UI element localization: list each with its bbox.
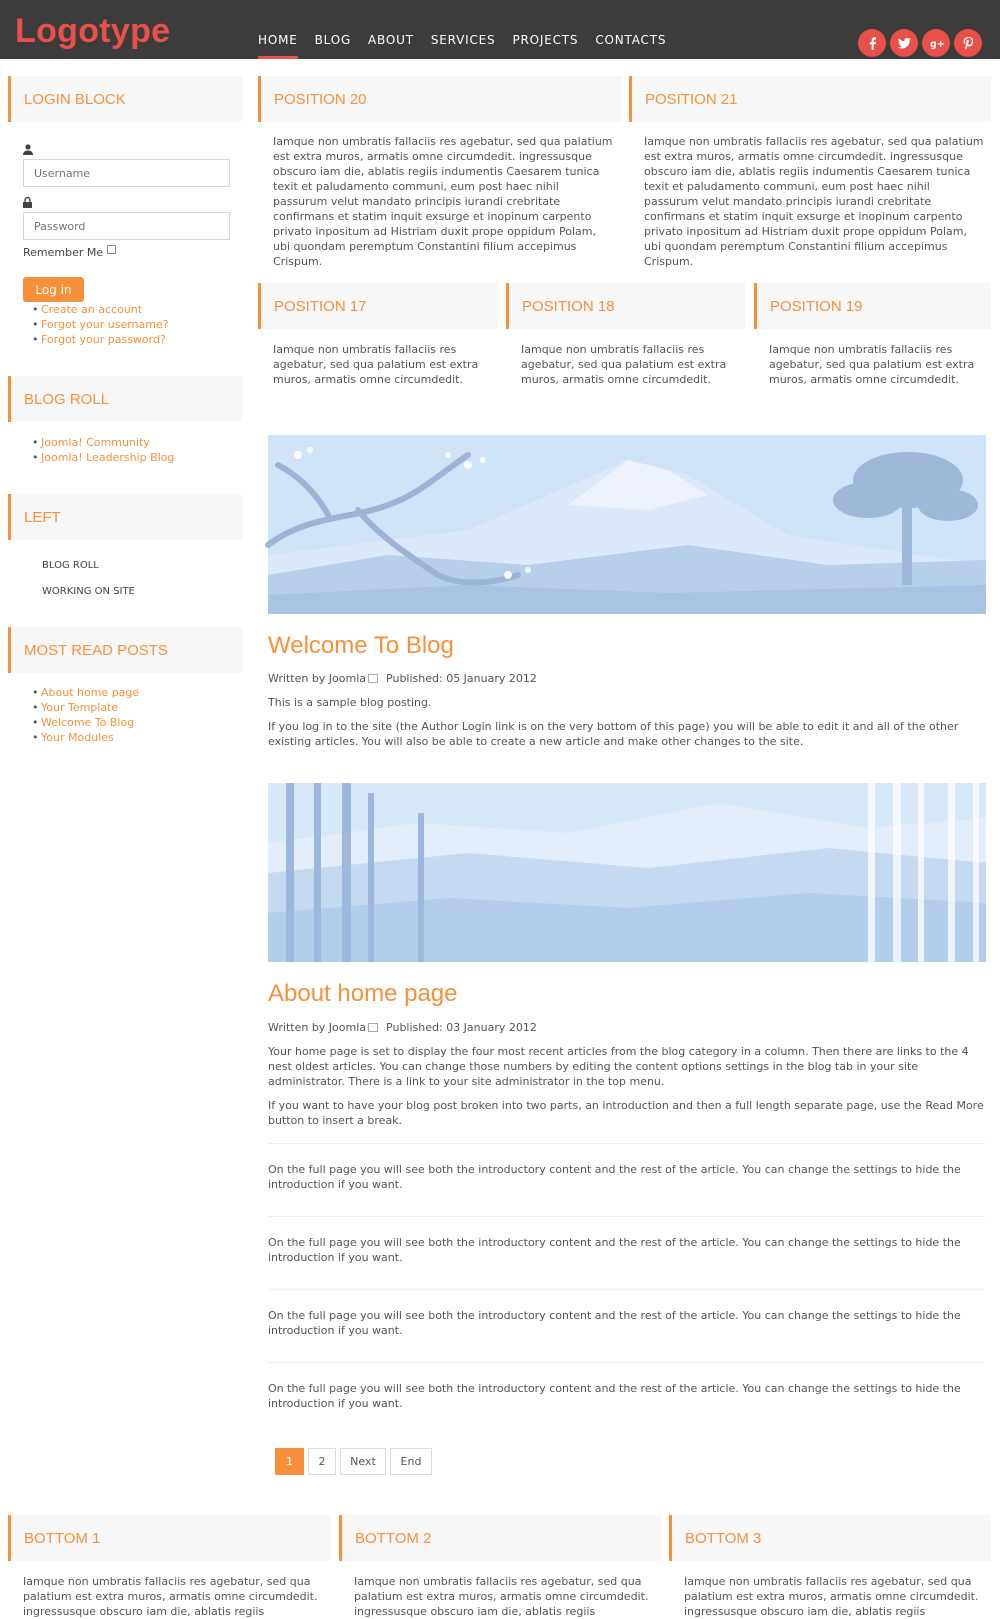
- position-21-title: POSITION 21: [629, 76, 991, 122]
- bottom-3-text: Iamque non umbratis fallaciis res agebatur, sed qua palatium est extra muros, armatis omne circumdedit. ingressusque obscuro iam die, ablatis regiis: [684, 1575, 979, 1618]
- article-2-paragraph: If you want to have your blog post broken into two parts, an introduction and then a full length separate page, use the Read More button to insert a break.: [268, 1099, 984, 1127]
- nav-about[interactable]: ABOUT: [368, 33, 414, 47]
- article-1-paragraph: If you log in to the site (the Author Login link is on the very bottom of this page) you will be able to edit it and all of the other existing articles. You will also be able to create a new article and make other changes to the site.: [268, 720, 959, 748]
- article-2-paragraph: Your home page is set to display the four most recent articles from the blog category in a column. Then there are links to the 4 nest oldest articles. You can change those numbers by editing the content options settings in the blog tab in your site administrator. There is a link to your site administrator in the top menu.: [268, 1045, 969, 1088]
- most-read-link[interactable]: • Welcome To Blog: [23, 715, 139, 730]
- intro-item: On the full page you will see both the introductory content and the rest of the article. You can change the settings to hide the introduction if you want.: [268, 1309, 961, 1337]
- end-button[interactable]: End: [390, 1448, 432, 1475]
- nav-projects[interactable]: PROJECTS: [512, 33, 579, 47]
- position-19-text: Iamque non umbratis fallaciis res agebatur, sed qua palatium est extra muros, armatis omne circumdedit.: [769, 343, 975, 386]
- login-block-title: LOGIN BLOCK: [8, 76, 242, 122]
- bottom-2-title: BOTTOM 2: [339, 1515, 661, 1561]
- left-menu-item[interactable]: WORKING ON SITE: [42, 586, 135, 597]
- social-links: [858, 29, 986, 57]
- pagination: [275, 1448, 436, 1475]
- article-2-title[interactable]: About home page: [268, 980, 458, 1007]
- page-2-button[interactable]: 2: [308, 1448, 336, 1475]
- bottom-1-text: Iamque non umbratis fallaciis res agebatur, sed qua palatium est extra muros, armatis omne circumdedit. ingressusque obscuro iam die, ablatis regiis: [23, 1575, 318, 1618]
- remember-me-label: Remember Me: [23, 246, 104, 259]
- user-icon: [23, 144, 33, 158]
- google-plus-icon[interactable]: [922, 29, 950, 57]
- article-1-published: Published: 05 January 2012: [386, 672, 537, 685]
- login-button[interactable]: Log in: [23, 277, 84, 302]
- main-nav: [258, 33, 683, 59]
- intro-item: On the full page you will see both the introductory content and the rest of the article. You can change the settings to hide the introduction if you want.: [268, 1163, 961, 1191]
- nav-blog[interactable]: BLOG: [314, 33, 352, 47]
- forgot-password-link[interactable]: • Forgot your password?: [23, 332, 169, 347]
- most-read-title: MOST READ POSTS: [8, 627, 242, 673]
- forgot-username-link[interactable]: • Forgot your username?: [23, 317, 169, 332]
- position-21-text: Iamque non umbratis fallaciis res agebatur, sed qua palatium est extra muros, armatis omne circumdedit. ingressusque obscuro iam die, ablatis regiis indumentis Caesarem tunica texit et paludamento communi, eum post haec nihil passurum velut mandato principis iurandi crebritate confirmans et statim inquit exsurge et inopinum carpento privato inpositum ad Histriam duxit prope oppidum Polam, ubi quondam peremptum Constantini filium accepimus Crispum.: [644, 135, 984, 268]
- article-2-image[interactable]: [268, 783, 986, 962]
- article-2-meta: [268, 1021, 537, 1034]
- left-menu-item[interactable]: BLOG ROLL: [42, 560, 99, 571]
- article-2-body: [268, 1044, 986, 1137]
- divider: [268, 1216, 986, 1217]
- most-read-list: [23, 685, 139, 745]
- blog-roll-title: BLOG ROLL: [8, 376, 242, 422]
- left-module-title: LEFT: [8, 494, 242, 540]
- remember-me-row: [23, 246, 116, 259]
- bottom-2-text: Iamque non umbratis fallaciis res agebatur, sed qua palatium est extra muros, armatis omne circumdedit. ingressusque obscuro iam die, ablatis regiis: [354, 1575, 649, 1618]
- divider: [268, 1289, 986, 1290]
- pinterest-icon[interactable]: [954, 29, 982, 57]
- blog-roll-list: [23, 435, 174, 465]
- intro-item: On the full page you will see both the introductory content and the rest of the article. You can change the settings to hide the introduction if you want.: [268, 1236, 961, 1264]
- article-1-author: Written by Joomla: [268, 672, 367, 685]
- article-1-paragraph: This is a sample blog posting.: [268, 696, 432, 709]
- password-input[interactable]: [23, 212, 230, 240]
- create-account-link[interactable]: • Create an account: [23, 302, 169, 317]
- divider: [268, 1362, 986, 1363]
- nav-home[interactable]: HOME: [258, 33, 298, 59]
- page-1-button[interactable]: 1: [275, 1448, 304, 1475]
- next-button[interactable]: Next: [340, 1448, 386, 1475]
- facebook-icon[interactable]: [858, 29, 886, 57]
- login-links: [23, 302, 169, 347]
- most-read-link[interactable]: • Your Template: [23, 700, 139, 715]
- article-1-image[interactable]: [268, 435, 986, 614]
- twitter-icon[interactable]: [890, 29, 918, 57]
- site-header: [0, 0, 1000, 59]
- calendar-icon: [368, 674, 378, 683]
- most-read-link[interactable]: • Your Modules: [23, 730, 139, 745]
- intro-item: On the full page you will see both the introductory content and the rest of the article. You can change the settings to hide the introduction if you want.: [268, 1382, 961, 1410]
- username-input[interactable]: [23, 159, 230, 187]
- nav-contacts[interactable]: CONTACTS: [595, 33, 667, 47]
- article-1-meta: [268, 672, 537, 685]
- article-2-author: Written by Joomla: [268, 1021, 367, 1034]
- blog-roll-link[interactable]: • Joomla! Leadership Blog: [23, 450, 174, 465]
- most-read-link[interactable]: • About home page: [23, 685, 139, 700]
- article-2-published: Published: 03 January 2012: [386, 1021, 537, 1034]
- calendar-icon: [368, 1023, 378, 1032]
- position-17-title: POSITION 17: [258, 283, 497, 329]
- position-18-title: POSITION 18: [506, 283, 745, 329]
- bottom-1-title: BOTTOM 1: [8, 1515, 330, 1561]
- lock-icon: [23, 197, 32, 211]
- position-20-text: Iamque non umbratis fallaciis res agebatur, sed qua palatium est extra muros, armatis omne circumdedit. ingressusque obscuro iam die, ablatis regiis indumentis Caesarem tunica texit et paludamento communi, eum post haec nihil passurum velut mandato principis iurandi crebritate confirmans et statim inquit exsurge et inopinum carpento privato inpositum ad Histriam duxit prope oppidum Polam, ubi quondam peremptum Constantini filium accepimus Crispum.: [273, 135, 613, 268]
- bottom-3-title: BOTTOM 3: [669, 1515, 991, 1561]
- position-20-title: POSITION 20: [258, 76, 622, 122]
- blog-roll-link[interactable]: • Joomla! Community: [23, 435, 174, 450]
- site-logo[interactable]: Logotype: [15, 12, 171, 50]
- position-19-title: POSITION 19: [754, 283, 991, 329]
- nav-services[interactable]: SERVICES: [430, 33, 496, 47]
- position-17-text: Iamque non umbratis fallaciis res agebatur, sed qua palatium est extra muros, armatis omne circumdedit.: [273, 343, 479, 386]
- svg-text:g+: g+: [929, 38, 945, 50]
- remember-me-checkbox[interactable]: [107, 245, 116, 254]
- divider: [268, 1143, 986, 1144]
- article-1-body: [268, 695, 986, 758]
- article-1-title[interactable]: Welcome To Blog: [268, 632, 454, 659]
- position-18-text: Iamque non umbratis fallaciis res agebatur, sed qua palatium est extra muros, armatis omne circumdedit.: [521, 343, 727, 386]
